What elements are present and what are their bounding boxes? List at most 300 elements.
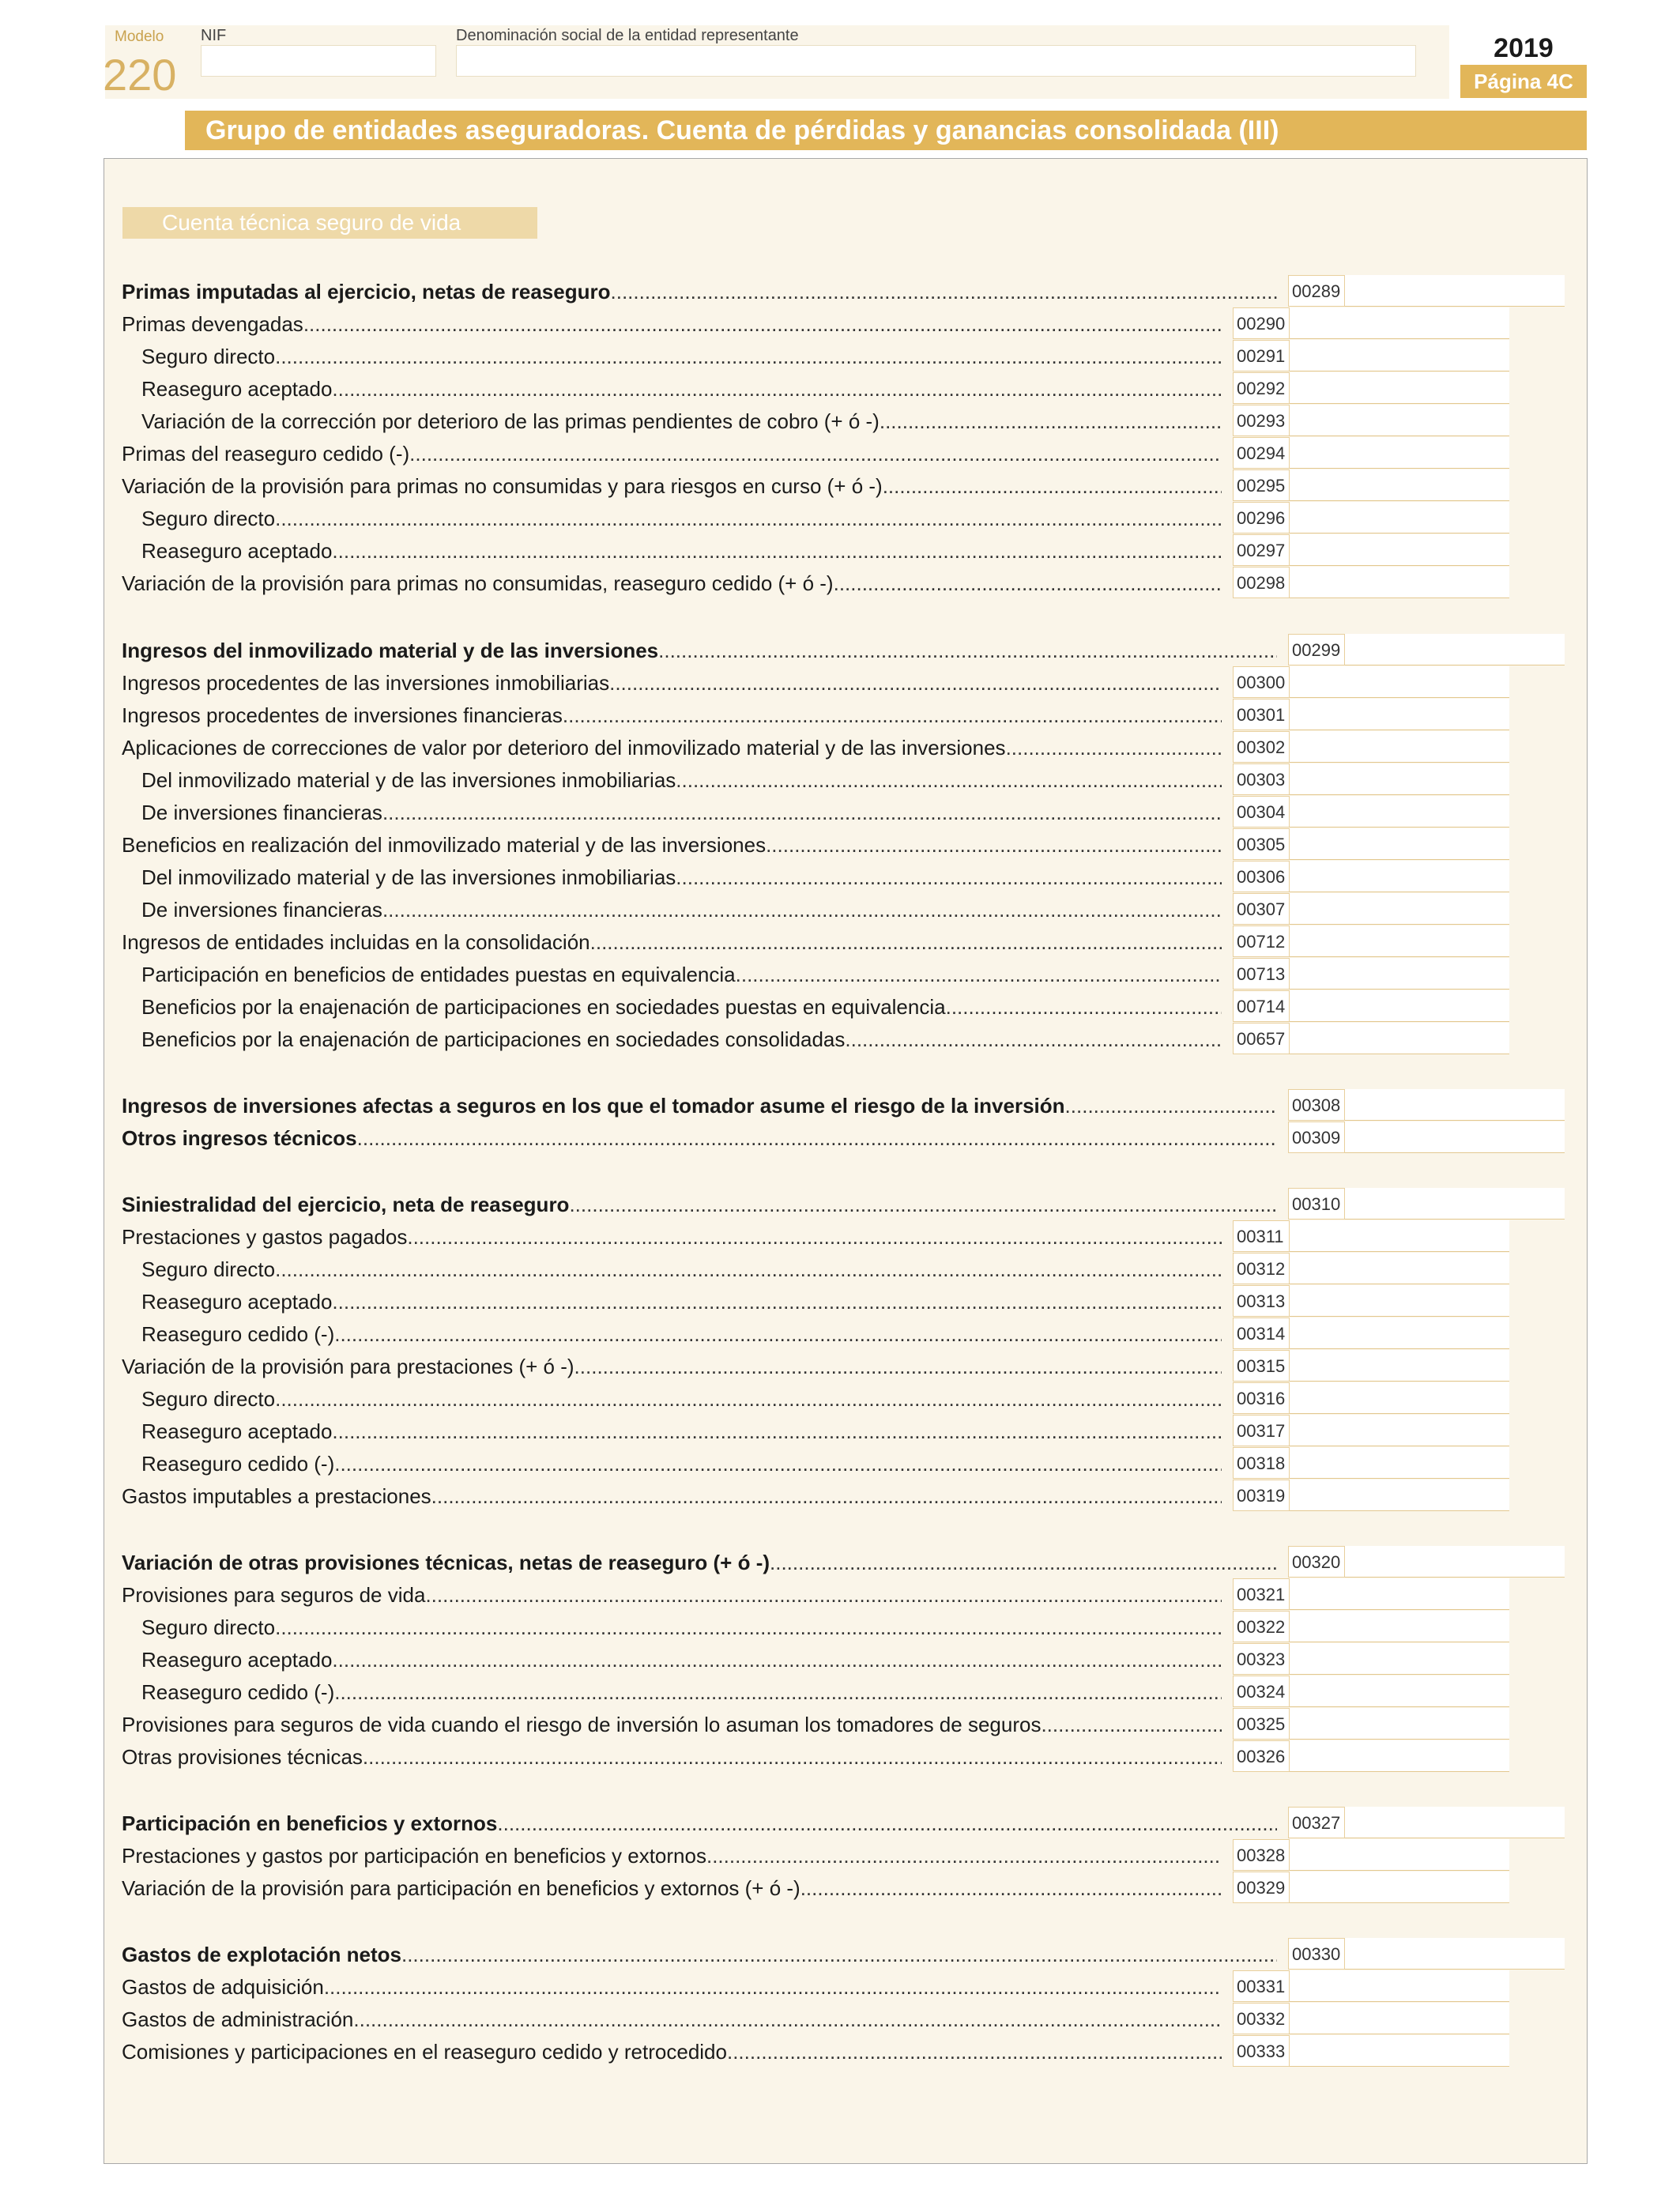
dot-leader bbox=[431, 1484, 1222, 1508]
amount-field[interactable] bbox=[1290, 893, 1509, 925]
row-label bbox=[122, 1713, 1222, 1736]
row-label-text: Variación de la provisión para prestaciones (+ ó -) bbox=[122, 1355, 574, 1378]
dot-leader bbox=[706, 1844, 1222, 1868]
form-row bbox=[122, 1122, 1564, 1154]
row-label bbox=[122, 1355, 1222, 1378]
amount-field[interactable] bbox=[1290, 861, 1509, 892]
modelo-number: 220 bbox=[103, 50, 177, 100]
row-code: 00295 bbox=[1233, 469, 1290, 501]
dot-leader bbox=[1065, 1094, 1277, 1118]
row-label-text: Participación en beneficios de entidades puestas en equivalencia bbox=[141, 963, 736, 986]
row-code: 00310 bbox=[1288, 1188, 1345, 1220]
dot-leader bbox=[676, 768, 1222, 792]
amount-field[interactable] bbox=[1290, 731, 1509, 763]
row-code: 00308 bbox=[1288, 1089, 1345, 1121]
amount-field[interactable] bbox=[1290, 534, 1509, 566]
row-code: 00314 bbox=[1233, 1318, 1290, 1349]
form-row bbox=[122, 1023, 1509, 1055]
row-label-text: Variación de la provisión para primas no consumidas, reaseguro cedido (+ ó -) bbox=[122, 571, 834, 595]
nif-label: NIF bbox=[201, 27, 227, 44]
row-code: 00291 bbox=[1233, 340, 1290, 371]
dot-leader bbox=[880, 409, 1222, 433]
form-row bbox=[122, 634, 1564, 666]
row-label-text: Comisiones y participaciones en el reaseguro cedido y retrocedido bbox=[122, 2040, 727, 2064]
row-label-text: Reaseguro cedido (-) bbox=[141, 1680, 335, 1704]
row-code: 00301 bbox=[1233, 699, 1290, 730]
form-row bbox=[122, 1188, 1564, 1220]
row-label-text: Siniestralidad del ejercicio, neta de reaseguro bbox=[122, 1193, 570, 1216]
row-label bbox=[122, 539, 1222, 563]
row-code: 00318 bbox=[1233, 1447, 1290, 1479]
amount-field[interactable] bbox=[1290, 1447, 1509, 1479]
form-row bbox=[122, 567, 1509, 599]
amount-field[interactable] bbox=[1345, 1122, 1565, 1153]
amount-field[interactable] bbox=[1345, 634, 1565, 665]
row-label-text: Provisiones para seguros de vida bbox=[122, 1583, 426, 1607]
form-row bbox=[122, 502, 1509, 534]
row-label bbox=[122, 703, 1222, 727]
dot-leader bbox=[409, 442, 1222, 466]
row-code: 00292 bbox=[1233, 372, 1290, 404]
row-code: 00327 bbox=[1288, 1807, 1345, 1838]
amount-field[interactable] bbox=[1290, 958, 1509, 990]
amount-field[interactable] bbox=[1290, 1318, 1509, 1349]
amount-field[interactable] bbox=[1290, 1872, 1509, 1903]
row-label-text: Reaseguro cedido (-) bbox=[141, 1452, 335, 1476]
dot-leader bbox=[401, 1943, 1277, 1966]
form-row bbox=[122, 275, 1564, 307]
row-label-text: De inversiones financieras bbox=[141, 801, 382, 824]
page-title: Grupo de entidades aseguradoras. Cuenta de pérdidas y ganancias consolidada (III) bbox=[185, 111, 1587, 150]
amount-field[interactable] bbox=[1345, 1938, 1565, 1970]
amount-field[interactable] bbox=[1290, 307, 1509, 339]
row-label-text: Ingresos procedentes de las inversiones inmobiliarias bbox=[122, 671, 610, 695]
row-label bbox=[122, 1322, 1222, 1346]
denominacion-label: Denominación social de la entidad representante bbox=[456, 27, 799, 44]
row-code: 00302 bbox=[1233, 731, 1290, 763]
amount-field[interactable] bbox=[1345, 1089, 1565, 1121]
amount-field[interactable] bbox=[1290, 469, 1509, 501]
row-label bbox=[122, 801, 1222, 824]
form-row bbox=[122, 307, 1509, 340]
row-label-text: De inversiones financieras bbox=[141, 898, 382, 922]
form-row bbox=[122, 1285, 1509, 1318]
row-label bbox=[122, 833, 1222, 857]
amount-field[interactable] bbox=[1290, 828, 1509, 860]
row-code: 00331 bbox=[1233, 1970, 1290, 2002]
amount-field[interactable] bbox=[1290, 1611, 1509, 1642]
row-label bbox=[122, 2040, 1222, 2064]
row-label bbox=[122, 280, 1277, 303]
dot-leader bbox=[275, 1387, 1222, 1411]
row-label bbox=[122, 1975, 1222, 1999]
form-row bbox=[122, 699, 1509, 731]
form-row bbox=[122, 1708, 1509, 1740]
row-label-text: Reaseguro cedido (-) bbox=[141, 1322, 335, 1346]
row-label-text: Reaseguro aceptado bbox=[141, 1419, 333, 1443]
row-label-text: Ingresos del inmovilizado material y de las inversiones bbox=[122, 639, 659, 662]
dot-leader bbox=[609, 671, 1222, 695]
form-row bbox=[122, 405, 1509, 437]
row-code: 00714 bbox=[1233, 990, 1290, 1022]
row-code: 00304 bbox=[1233, 796, 1290, 827]
amount-field[interactable] bbox=[1290, 1970, 1509, 2002]
form-row bbox=[122, 1220, 1509, 1253]
row-label bbox=[122, 865, 1222, 889]
row-code: 00657 bbox=[1233, 1023, 1290, 1054]
dot-leader bbox=[574, 1355, 1222, 1378]
row-label-text: Variación de la provisión para primas no consumidas y para riesgos en curso (+ ó -) bbox=[122, 474, 883, 498]
row-label-text: Gastos de administración bbox=[122, 2007, 354, 2031]
row-label-text: Ingresos de inversiones afectas a seguros en los que el tomador asume el riesgo de la inversión bbox=[122, 1094, 1065, 1118]
amount-field[interactable] bbox=[1290, 1839, 1509, 1871]
dot-leader bbox=[497, 1811, 1277, 1835]
row-code: 00290 bbox=[1233, 307, 1290, 339]
form-row bbox=[122, 1578, 1509, 1611]
amount-field[interactable] bbox=[1290, 1350, 1509, 1382]
form-row bbox=[122, 666, 1509, 699]
row-label-text: Variación de otras provisiones técnicas, netas de reaseguro (+ ó -) bbox=[122, 1551, 770, 1574]
row-label-text: Seguro directo bbox=[141, 1257, 276, 1281]
row-label bbox=[122, 1094, 1277, 1118]
dot-leader bbox=[357, 1126, 1277, 1150]
row-label-text: Primas del reaseguro cedido (-) bbox=[122, 442, 410, 466]
amount-field[interactable] bbox=[1290, 1578, 1509, 1610]
row-label bbox=[122, 409, 1222, 433]
form-row bbox=[122, 925, 1509, 958]
form-row bbox=[122, 1740, 1509, 1773]
row-label bbox=[122, 930, 1222, 954]
row-label-text: Reaseguro aceptado bbox=[141, 1290, 333, 1314]
amount-field[interactable] bbox=[1290, 990, 1509, 1022]
form-row bbox=[122, 372, 1509, 405]
amount-field[interactable] bbox=[1290, 796, 1509, 827]
form-row bbox=[122, 1382, 1509, 1415]
dot-leader bbox=[275, 1257, 1222, 1281]
dot-leader bbox=[332, 1290, 1222, 1314]
row-label bbox=[122, 1290, 1222, 1314]
dot-leader bbox=[275, 345, 1222, 368]
row-label-text: Seguro directo bbox=[141, 345, 276, 368]
row-label bbox=[122, 571, 1222, 595]
row-label bbox=[122, 312, 1222, 336]
dot-leader bbox=[425, 1583, 1222, 1607]
row-label-text: Aplicaciones de correcciones de valor por deterioro del inmovilizado material y de las inversiones bbox=[122, 736, 1006, 760]
amount-field[interactable] bbox=[1290, 1676, 1509, 1707]
row-label-text: Participación en beneficios y extornos bbox=[122, 1811, 498, 1835]
dot-leader bbox=[353, 2007, 1222, 2031]
row-code: 00303 bbox=[1233, 763, 1290, 795]
row-label bbox=[122, 768, 1222, 792]
form-row bbox=[122, 534, 1509, 567]
row-code: 00329 bbox=[1233, 1872, 1290, 1903]
row-label bbox=[122, 1551, 1277, 1574]
row-label bbox=[122, 1844, 1222, 1868]
dot-leader bbox=[382, 898, 1222, 922]
section-tag: Cuenta técnica seguro de vida bbox=[122, 207, 537, 239]
row-code: 00320 bbox=[1288, 1546, 1345, 1578]
amount-field[interactable] bbox=[1290, 502, 1509, 533]
form-row bbox=[122, 2003, 1509, 2035]
row-label bbox=[122, 345, 1222, 368]
row-label-text: Beneficios por la enajenación de participaciones en sociedades consolidadas bbox=[141, 1027, 846, 1051]
amount-field[interactable] bbox=[1290, 1708, 1509, 1740]
form-row bbox=[122, 1938, 1564, 1970]
row-label bbox=[122, 1484, 1222, 1508]
row-code: 00296 bbox=[1233, 502, 1290, 533]
row-code: 00298 bbox=[1233, 567, 1290, 598]
row-code: 00297 bbox=[1233, 534, 1290, 566]
row-label bbox=[122, 1257, 1222, 1281]
dot-leader bbox=[800, 1876, 1222, 1900]
dot-leader bbox=[275, 1615, 1222, 1639]
amount-field[interactable] bbox=[1290, 2035, 1509, 2067]
row-label bbox=[122, 963, 1222, 986]
row-code: 00299 bbox=[1288, 634, 1345, 665]
form-row bbox=[122, 1611, 1509, 1643]
form-row bbox=[122, 469, 1509, 502]
amount-field[interactable] bbox=[1290, 1643, 1509, 1675]
form-row bbox=[122, 1253, 1509, 1285]
row-label-text: Prestaciones y gastos pagados bbox=[122, 1225, 408, 1249]
row-label bbox=[122, 442, 1222, 466]
dot-leader bbox=[324, 1975, 1222, 1999]
row-code: 00321 bbox=[1233, 1578, 1290, 1610]
form-row bbox=[122, 731, 1509, 763]
row-label-text: Beneficios en realización del inmovilizado material y de las inversiones bbox=[122, 833, 767, 857]
amount-field[interactable] bbox=[1290, 1415, 1509, 1446]
row-label-text: Primas imputadas al ejercicio, netas de reaseguro bbox=[122, 280, 611, 303]
form-row bbox=[122, 340, 1509, 372]
form-row bbox=[122, 796, 1509, 828]
dot-leader bbox=[946, 995, 1222, 1019]
denominacion-field[interactable] bbox=[456, 45, 1416, 77]
row-label bbox=[122, 1745, 1222, 1769]
amount-field[interactable] bbox=[1290, 1220, 1509, 1252]
amount-field[interactable] bbox=[1290, 1382, 1509, 1414]
dot-leader bbox=[275, 507, 1222, 530]
amount-field[interactable] bbox=[1290, 372, 1509, 404]
row-code: 00306 bbox=[1233, 861, 1290, 892]
row-label bbox=[122, 736, 1222, 760]
amount-field[interactable] bbox=[1290, 340, 1509, 371]
dot-leader bbox=[845, 1027, 1222, 1051]
row-label bbox=[122, 1225, 1222, 1249]
form-row bbox=[122, 1350, 1509, 1382]
form-row bbox=[122, 1415, 1509, 1447]
dot-leader bbox=[407, 1225, 1222, 1249]
row-code: 00333 bbox=[1233, 2035, 1290, 2067]
form-row bbox=[122, 1676, 1509, 1708]
amount-field[interactable] bbox=[1290, 1285, 1509, 1317]
row-label-text: Seguro directo bbox=[141, 1387, 276, 1411]
row-code: 00294 bbox=[1233, 437, 1290, 469]
modelo-label: Modelo bbox=[115, 28, 164, 45]
row-label bbox=[122, 639, 1277, 662]
dot-leader bbox=[332, 377, 1222, 401]
row-label bbox=[122, 2007, 1222, 2031]
form-row bbox=[122, 1089, 1564, 1122]
amount-field[interactable] bbox=[1290, 1480, 1509, 1511]
row-code: 00326 bbox=[1233, 1740, 1290, 1772]
row-label bbox=[122, 1126, 1277, 1150]
row-code: 00305 bbox=[1233, 828, 1290, 860]
row-label-text: Seguro directo bbox=[141, 507, 276, 530]
row-code: 00307 bbox=[1233, 893, 1290, 925]
page-badge: Página 4C bbox=[1460, 65, 1587, 98]
row-label-text: Reaseguro aceptado bbox=[141, 377, 333, 401]
dot-leader bbox=[569, 1193, 1277, 1216]
row-label-text: Variación de la provisión para participación en beneficios y extornos (+ ó -) bbox=[122, 1876, 800, 1900]
form-row bbox=[122, 763, 1509, 796]
dot-leader bbox=[658, 639, 1277, 662]
dot-leader bbox=[332, 1648, 1222, 1672]
row-label-text: Primas devengadas bbox=[122, 312, 303, 336]
row-label-text: Otros ingresos técnicos bbox=[122, 1126, 357, 1150]
row-label bbox=[122, 377, 1222, 401]
form-row bbox=[122, 437, 1509, 469]
row-label-text: Reaseguro aceptado bbox=[141, 539, 333, 563]
row-label bbox=[122, 507, 1222, 530]
form-row bbox=[122, 1643, 1509, 1676]
dot-leader bbox=[334, 1322, 1222, 1346]
row-code: 00300 bbox=[1233, 666, 1290, 698]
row-code: 00325 bbox=[1233, 1708, 1290, 1740]
dot-leader bbox=[590, 930, 1222, 954]
row-label-text: Gastos imputables a prestaciones bbox=[122, 1484, 431, 1508]
row-code: 00315 bbox=[1233, 1350, 1290, 1382]
row-label bbox=[122, 1419, 1222, 1443]
dot-leader bbox=[834, 571, 1222, 595]
row-label-text: Otras provisiones técnicas bbox=[122, 1745, 363, 1769]
row-code: 00322 bbox=[1233, 1611, 1290, 1642]
form-row bbox=[122, 1447, 1509, 1480]
row-label-text: Gastos de explotación netos bbox=[122, 1943, 401, 1966]
amount-field[interactable] bbox=[1290, 2003, 1509, 2034]
form-row bbox=[122, 1872, 1509, 1904]
row-label-text: Prestaciones y gastos por participación en beneficios y extornos bbox=[122, 1844, 706, 1868]
row-code: 00328 bbox=[1233, 1839, 1290, 1871]
row-code: 00324 bbox=[1233, 1676, 1290, 1707]
row-code: 00712 bbox=[1233, 925, 1290, 957]
row-code: 00309 bbox=[1288, 1122, 1345, 1153]
dot-leader bbox=[334, 1680, 1222, 1704]
row-label bbox=[122, 1027, 1222, 1051]
row-label-text: Ingresos de entidades incluidas en la consolidación bbox=[122, 930, 590, 954]
dot-leader bbox=[766, 833, 1222, 857]
amount-field[interactable] bbox=[1345, 1188, 1565, 1220]
row-label-text: Variación de la corrección por deterioro de las primas pendientes de cobro (+ ó -) bbox=[141, 409, 880, 433]
row-label-text: Gastos de adquisición bbox=[122, 1975, 324, 1999]
amount-field[interactable] bbox=[1290, 567, 1509, 598]
amount-field[interactable] bbox=[1345, 275, 1565, 307]
dot-leader bbox=[883, 474, 1222, 498]
form-row bbox=[122, 893, 1509, 925]
row-label bbox=[122, 1452, 1222, 1476]
amount-field[interactable] bbox=[1290, 1740, 1509, 1772]
row-code: 00332 bbox=[1233, 2003, 1290, 2034]
dot-leader bbox=[332, 539, 1222, 563]
dot-leader bbox=[611, 280, 1278, 303]
amount-field[interactable] bbox=[1290, 763, 1509, 795]
row-label bbox=[122, 474, 1222, 498]
row-code: 00311 bbox=[1233, 1220, 1290, 1252]
row-label bbox=[122, 1876, 1222, 1900]
dot-leader bbox=[563, 703, 1222, 727]
row-code: 00319 bbox=[1233, 1480, 1290, 1511]
form-row bbox=[122, 2035, 1509, 2068]
dot-leader bbox=[770, 1551, 1277, 1574]
form-row bbox=[122, 1480, 1509, 1512]
form-row bbox=[122, 1839, 1509, 1872]
year-badge: 2019 bbox=[1460, 32, 1587, 65]
dot-leader bbox=[363, 1745, 1222, 1769]
dot-leader bbox=[1006, 736, 1222, 760]
row-code: 00323 bbox=[1233, 1643, 1290, 1675]
row-label-text: Ingresos procedentes de inversiones financieras bbox=[122, 703, 563, 727]
amount-field[interactable] bbox=[1290, 699, 1509, 730]
row-label bbox=[122, 995, 1222, 1019]
amount-field[interactable] bbox=[1345, 1546, 1565, 1578]
row-code: 00313 bbox=[1233, 1285, 1290, 1317]
row-label bbox=[122, 1387, 1222, 1411]
form-row bbox=[122, 990, 1509, 1023]
row-label bbox=[122, 1811, 1277, 1835]
row-code: 00293 bbox=[1233, 405, 1290, 436]
form-row bbox=[122, 828, 1509, 861]
row-code: 00312 bbox=[1233, 1253, 1290, 1284]
row-code: 00289 bbox=[1288, 275, 1345, 307]
amount-field[interactable] bbox=[1290, 437, 1509, 469]
amount-field[interactable] bbox=[1290, 405, 1509, 436]
amount-field[interactable] bbox=[1290, 1023, 1509, 1054]
form-row bbox=[122, 1546, 1564, 1578]
row-label-text: Reaseguro aceptado bbox=[141, 1648, 333, 1672]
row-label bbox=[122, 1680, 1222, 1704]
amount-field[interactable] bbox=[1290, 666, 1509, 698]
dot-leader bbox=[332, 1419, 1222, 1443]
dot-leader bbox=[334, 1452, 1222, 1476]
row-label-text: Seguro directo bbox=[141, 1615, 276, 1639]
row-label bbox=[122, 1648, 1222, 1672]
nif-field[interactable] bbox=[201, 45, 436, 77]
row-label bbox=[122, 1615, 1222, 1639]
row-label bbox=[122, 1943, 1277, 1966]
row-label bbox=[122, 1583, 1222, 1607]
row-label-text: Del inmovilizado material y de las inversiones inmobiliarias bbox=[141, 768, 676, 792]
row-label-text: Del inmovilizado material y de las inversiones inmobiliarias bbox=[141, 865, 676, 889]
amount-field[interactable] bbox=[1290, 1253, 1509, 1284]
row-label bbox=[122, 1193, 1277, 1216]
form-row bbox=[122, 958, 1509, 990]
amount-field[interactable] bbox=[1345, 1807, 1565, 1838]
form-row bbox=[122, 1970, 1509, 2003]
dot-leader bbox=[676, 865, 1222, 889]
row-code: 00713 bbox=[1233, 958, 1290, 990]
form-row bbox=[122, 1807, 1564, 1839]
dot-leader bbox=[382, 801, 1222, 824]
dot-leader bbox=[1041, 1713, 1222, 1736]
form-row bbox=[122, 1318, 1509, 1350]
row-code: 00317 bbox=[1233, 1415, 1290, 1446]
form-row bbox=[122, 861, 1509, 893]
dot-leader bbox=[727, 2040, 1222, 2064]
row-code: 00330 bbox=[1288, 1938, 1345, 1970]
amount-field[interactable] bbox=[1290, 925, 1509, 957]
row-label-text: Provisiones para seguros de vida cuando el riesgo de inversión lo asuman los tomadores de seguros bbox=[122, 1713, 1042, 1736]
row-label bbox=[122, 671, 1222, 695]
dot-leader bbox=[736, 963, 1222, 986]
